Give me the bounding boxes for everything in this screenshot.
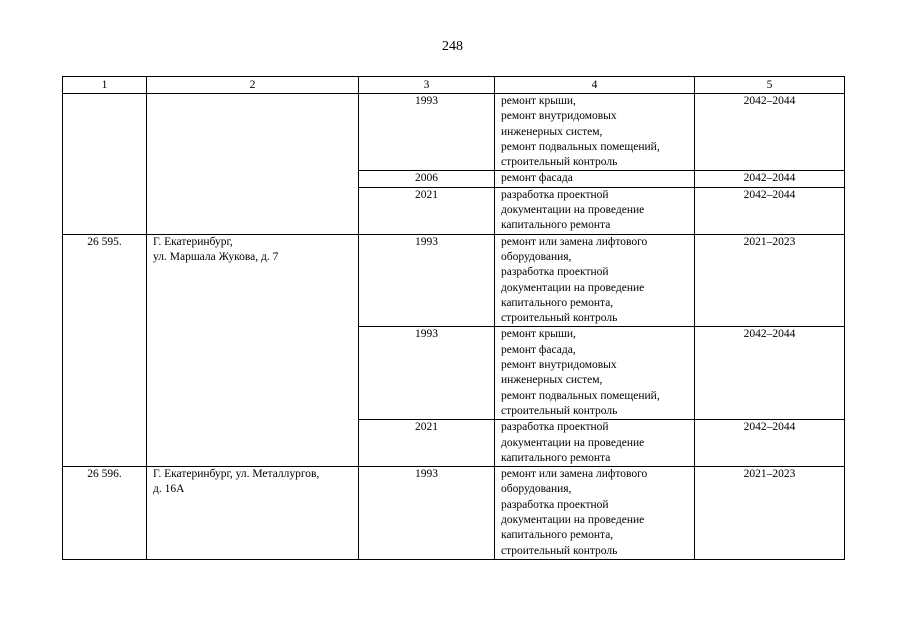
works-text: ремонт или замена лифтового оборудования, разработка проектной документации на проведение капитального ремонта, строительный контроль [501,235,648,325]
table-row [63,234,845,327]
column-header: 1 [63,77,147,94]
column-header: 5 [695,77,845,94]
column-header: 3 [359,77,495,94]
works-cell [495,171,695,187]
year-cell: 1993 [359,467,495,560]
period-cell: 2021–2023 [695,467,845,560]
works-text: разработка проектной документации на проведение капитального ремонта [501,421,645,464]
address-cell [147,234,359,466]
works-text: ремонт или замена лифтового оборудования, разработка проектной документации на проведение капитального ремонта, строительный контроль [501,468,648,557]
works-cell [495,234,695,327]
works-cell [495,187,695,234]
works-text: ремонт крыши, ремонт внутридомовых инженерных систем, ремонт подвальных помещений, строительный контроль [501,95,660,169]
column-header: 2 [147,77,359,94]
entry-number-cell: 26 595. [63,234,147,466]
table-header-row [63,77,845,94]
table-row [63,467,845,560]
table-row [63,94,845,171]
works-cell [495,94,695,171]
period-cell: 2021–2023 [695,234,845,327]
works-text: ремонт крыши, ремонт фасада, ремонт внутридомовых инженерных систем, ремонт подвальных помещений, строительный контроль [501,328,660,417]
entry-number-cell [63,94,147,235]
year-cell: 1993 [359,327,495,420]
page-number: 248 [442,39,463,54]
year-cell: 2021 [359,187,495,234]
address-cell [147,94,359,235]
address-text: Г. Екатеринбург, ул. Металлургов, д. 16А [153,468,320,496]
works-cell [495,420,695,467]
address-text: Г. Екатеринбург, ул. Маршала Жукова, д. 7 [153,235,279,263]
year-cell: 2021 [359,420,495,467]
year-cell: 1993 [359,234,495,327]
year-cell: 1993 [359,94,495,171]
period-cell: 2042–2044 [695,171,845,187]
works-cell [495,467,695,560]
period-cell: 2042–2044 [695,420,845,467]
period-cell: 2042–2044 [695,327,845,420]
works-cell [495,327,695,420]
period-cell: 2042–2044 [695,94,845,171]
entry-number-cell: 26 596. [63,467,147,560]
works-text: разработка проектной документации на проведение капитального ремонта [501,188,645,232]
period-cell: 2042–2044 [695,187,845,234]
repair-schedule-table [62,76,845,560]
year-cell: 2006 [359,171,495,187]
works-text: ремонт фасада [501,172,573,185]
address-cell [147,467,359,560]
column-header: 4 [495,77,695,94]
